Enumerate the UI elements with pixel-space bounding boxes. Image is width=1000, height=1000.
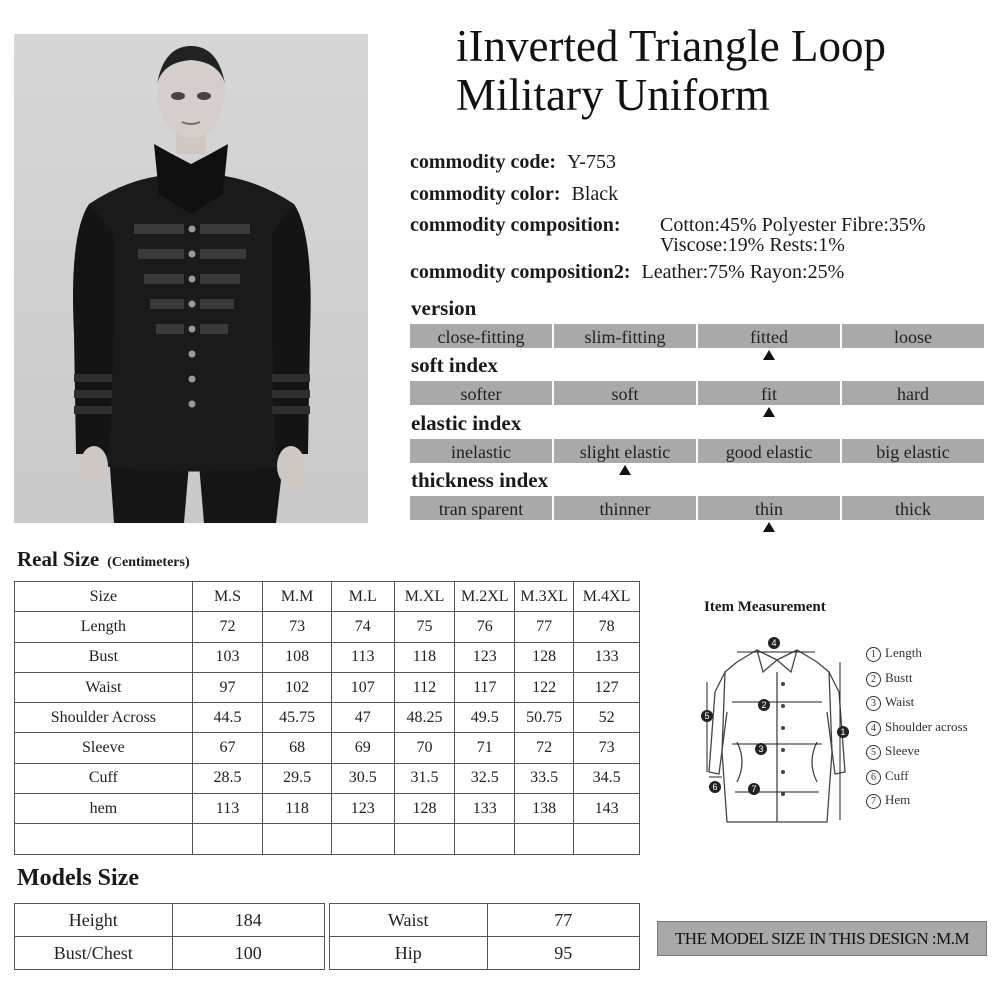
table-cell: 67: [192, 733, 263, 763]
table-cell: 128: [515, 642, 574, 672]
table-cell: 29.5: [263, 763, 332, 793]
size-table-header: [15, 582, 640, 612]
table-cell: Sleeve: [15, 733, 193, 763]
column-header: M.2XL: [455, 582, 515, 612]
table-cell: 31.5: [394, 763, 455, 793]
index-option: thin: [698, 496, 840, 520]
index-option: soft: [554, 381, 696, 405]
svg-text:2: 2: [761, 700, 767, 710]
jacket-diagram: [697, 632, 857, 832]
table-row: [15, 763, 640, 793]
table-cell: [15, 824, 193, 854]
table-row: [15, 642, 640, 672]
svg-text:3: 3: [758, 744, 764, 754]
legend-item: [866, 670, 912, 687]
table-cell: 50.75: [515, 703, 574, 733]
composition2-label: commodity composition2:: [410, 261, 631, 283]
table-cell: 107: [331, 672, 394, 702]
model-measure-value: 100: [172, 937, 324, 970]
index-option: slim-fitting: [554, 324, 696, 348]
table-cell: 33.5: [515, 763, 574, 793]
table-cell: Length: [15, 612, 193, 642]
table-row: [15, 672, 640, 702]
real-size-title: Real Size: [17, 547, 100, 571]
table-cell: 72: [515, 733, 574, 763]
svg-text:7: 7: [751, 784, 757, 794]
table-cell: 133: [455, 794, 515, 824]
svg-text:5: 5: [704, 711, 710, 721]
table-cell: 138: [515, 794, 574, 824]
index-title: soft index: [411, 353, 498, 377]
commodity-composition: [410, 214, 621, 236]
index-option: hard: [842, 381, 984, 405]
index-option: softer: [410, 381, 552, 405]
column-header: M.L: [331, 582, 394, 612]
legend-label: Shoulder across: [885, 718, 968, 734]
table-cell: 52: [574, 703, 640, 733]
table-row: [15, 937, 325, 970]
index-option: fit: [698, 381, 840, 405]
table-cell: 127: [574, 672, 640, 702]
index-option: big elastic: [842, 439, 984, 463]
column-header: M.M: [263, 582, 332, 612]
table-cell: 103: [192, 642, 263, 672]
model-measure-value: 184: [172, 904, 324, 937]
legend-item: [866, 719, 968, 736]
table-cell: [192, 824, 263, 854]
selected-marker-icon: [763, 407, 775, 417]
code-label: commodity code:: [410, 151, 557, 173]
product-title: iInverted Triangle Loop Military Uniform: [456, 21, 886, 120]
legend-label: Sleeve: [885, 743, 920, 758]
table-cell: 34.5: [574, 763, 640, 793]
table-cell: 102: [263, 672, 332, 702]
color-value: Black: [571, 183, 619, 205]
table-row: [15, 794, 640, 824]
model-measure-value: 95: [487, 937, 639, 970]
color-label: commodity color:: [410, 183, 561, 205]
legend-number: 3: [866, 696, 881, 711]
commodity-composition2: [410, 261, 844, 283]
table-cell: 112: [394, 672, 455, 702]
column-header: M.XL: [394, 582, 455, 612]
legend-item: [866, 694, 914, 711]
index-bar: [410, 324, 986, 348]
column-header: Size: [15, 582, 193, 612]
legend-label: Bustt: [885, 669, 913, 685]
model-measure-label: Waist: [330, 904, 488, 937]
legend-label: Length: [885, 645, 922, 660]
table-cell: 143: [574, 794, 640, 824]
table-cell: 113: [192, 794, 263, 824]
models-table-left: [14, 903, 325, 970]
model-size-note: THE MODEL SIZE IN THIS DESIGN :M.M: [657, 921, 987, 956]
commodity-code: [410, 151, 616, 173]
svg-text:4: 4: [771, 638, 777, 648]
table-cell: [515, 824, 574, 854]
table-cell: 122: [515, 672, 574, 702]
commodity-color: [410, 183, 618, 205]
code-value: Y-753: [567, 151, 616, 173]
table-cell: 128: [394, 794, 455, 824]
index-option: fitted: [698, 324, 840, 348]
table-cell: [574, 824, 640, 854]
table-cell: 68: [263, 733, 332, 763]
legend-label: Cuff: [885, 767, 909, 783]
column-header: M.3XL: [515, 582, 574, 612]
model-measure-label: Height: [15, 904, 173, 937]
index-option: good elastic: [698, 439, 840, 463]
legend-number: 5: [866, 745, 881, 760]
real-size-heading: [17, 547, 190, 572]
table-cell: Bust: [15, 642, 193, 672]
table-cell: 47: [331, 703, 394, 733]
models-table-right: [329, 903, 640, 970]
selected-marker-icon: [619, 465, 631, 475]
table-cell: hem: [15, 794, 193, 824]
table-row: [330, 904, 640, 937]
index-option: tran sparent: [410, 496, 552, 520]
composition-label: commodity composition:: [410, 214, 621, 236]
table-cell: 28.5: [192, 763, 263, 793]
composition-line1: Cotton:45% Polyester Fibre:35%: [660, 214, 926, 236]
table-cell: 97: [192, 672, 263, 702]
table-cell: [331, 824, 394, 854]
index-option: inelastic: [410, 439, 552, 463]
index-option: loose: [842, 324, 984, 348]
column-header: M.4XL: [574, 582, 640, 612]
real-size-subtitle: (Centimeters): [107, 555, 190, 570]
table-cell: 70: [394, 733, 455, 763]
table-cell: 75: [394, 612, 455, 642]
legend-number: 7: [866, 794, 881, 809]
column-header: M.S: [192, 582, 263, 612]
model-wearing-jacket-image: [14, 34, 368, 523]
table-cell: 71: [455, 733, 515, 763]
table-cell: 113: [331, 642, 394, 672]
table-cell: 123: [455, 642, 515, 672]
table-row: [15, 612, 640, 642]
table-row: [330, 937, 640, 970]
table-row: [15, 824, 640, 854]
table-cell: Shoulder Across: [15, 703, 193, 733]
table-cell: 32.5: [455, 763, 515, 793]
table-cell: 123: [331, 794, 394, 824]
index-title: version: [411, 296, 477, 320]
table-cell: 76: [455, 612, 515, 642]
model-measure-value: 77: [487, 904, 639, 937]
table-cell: 72: [192, 612, 263, 642]
table-cell: 73: [263, 612, 332, 642]
size-table: [14, 581, 640, 855]
index-option: close-fitting: [410, 324, 552, 348]
composition-line2: Viscose:19% Rests:1%: [660, 234, 845, 256]
legend-number: 2: [866, 672, 881, 687]
table-cell: 118: [263, 794, 332, 824]
table-cell: 108: [263, 642, 332, 672]
legend-item: [866, 768, 909, 785]
model-measure-label: Hip: [330, 937, 488, 970]
table-cell: 49.5: [455, 703, 515, 733]
svg-text:6: 6: [712, 782, 718, 792]
selected-marker-icon: [763, 350, 775, 360]
selected-marker-icon: [763, 522, 775, 532]
index-bar: [410, 439, 986, 463]
legend-number: 4: [866, 721, 881, 736]
table-cell: [394, 824, 455, 854]
item-measurement-title: Item Measurement: [704, 599, 826, 615]
table-cell: 45.75: [263, 703, 332, 733]
index-title: elastic index: [411, 411, 522, 435]
table-cell: 117: [455, 672, 515, 702]
table-row: [15, 904, 325, 937]
legend-item: [866, 645, 922, 662]
table-cell: 74: [331, 612, 394, 642]
models-size-title: Models Size: [17, 865, 139, 891]
table-cell: [455, 824, 515, 854]
model-measure-label: Bust/Chest: [15, 937, 173, 970]
table-cell: 48.25: [394, 703, 455, 733]
index-title: thickness index: [411, 468, 549, 492]
table-row: [15, 733, 640, 763]
table-cell: 77: [515, 612, 574, 642]
index-option: slight elastic: [554, 439, 696, 463]
composition2-value: Leather:75% Rayon:25%: [641, 261, 845, 283]
legend-label: Waist: [885, 694, 915, 709]
table-cell: 30.5: [331, 763, 394, 793]
table-cell: 73: [574, 733, 640, 763]
legend-number: 6: [866, 770, 881, 785]
legend-number: 1: [866, 647, 881, 662]
legend-item: [866, 743, 920, 760]
table-cell: 78: [574, 612, 640, 642]
table-cell: 118: [394, 642, 455, 672]
legend-item: [866, 792, 910, 809]
legend-label: Hem: [885, 792, 911, 807]
index-option: thick: [842, 496, 984, 520]
table-cell: 133: [574, 642, 640, 672]
index-bar: [410, 381, 986, 405]
table-cell: 44.5: [192, 703, 263, 733]
table-cell: Waist: [15, 672, 193, 702]
table-cell: Cuff: [15, 763, 193, 793]
table-cell: 69: [331, 733, 394, 763]
table-row: [15, 703, 640, 733]
index-option: thinner: [554, 496, 696, 520]
index-bar: [410, 496, 986, 520]
product-photo: [14, 34, 368, 523]
svg-text:1: 1: [840, 727, 846, 737]
table-cell: [263, 824, 332, 854]
